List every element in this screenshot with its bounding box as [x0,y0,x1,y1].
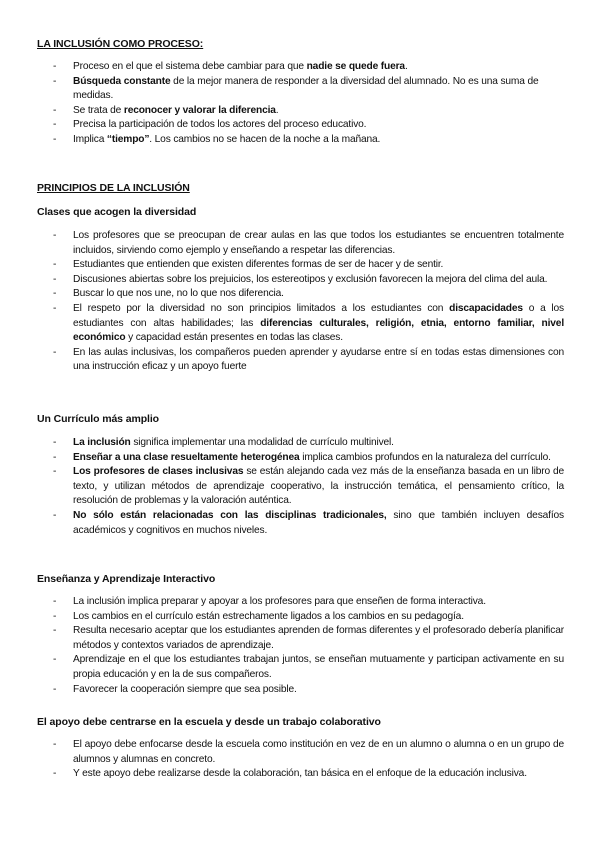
section-title-principios: PRINCIPIOS DE LA INCLUSIÓN [37,182,190,194]
list-item: - Los profesores de clases inclusivas se están alejando cada vez más de la enseñanza basada en un libro de texto, y utilizan métodos de aprendizaje cooperativo, la instrucción temática, el pensamiento crítico, la resolución de problemas y la valoración auténtica. [53,466,564,507]
list-item: - En las aulas inclusivas, los compañeros pueden aprender y ayudarse entre sí en todas estas dimensiones con una instrucción eficaz y un apoyo fuerte [53,346,564,373]
list-apoyo [0,738,600,782]
list-ensenanza [0,595,600,697]
list-proceso [0,60,600,148]
list-item: - Discusiones abiertas sobre los prejuicios, los estereotipos y exclusión favorecen la mejora del clima del aula. [53,273,548,285]
list-item: - La inclusión significa implementar una modalidad de currículo multinivel. [53,437,394,448]
list-item: - Proceso en el que el sistema debe cambiar para que nadie se quede fuera. [53,61,408,72]
list-item: - La inclusión implica preparar y apoyar a los profesores para que enseñen de forma interactiva. [53,596,486,607]
list-item: - No sólo están relacionadas con las disciplinas tradicionales, sino que también incluyen desafíos académicos y cognitivos en muchos niveles. [53,509,564,536]
list-item: - Aprendizaje en el que los estudiantes trabajan juntos, se enseñan mutuamente y participan activamente en su propia educación y en la de sus compañeros. [53,654,564,680]
subsection-title-curriculo: Un Currículo más amplio [37,413,159,425]
list-item: - Implica “tiempo”. Los cambios no se hacen de la noche a la mañana. [53,133,381,145]
list-item: - Precisa la participación de todos los actores del proceso educativo. [53,119,367,131]
list-curriculo [0,436,600,538]
list-item: - El apoyo debe enfocarse desde la escuela como institución en vez de en un alumno o alumna o en un grupo de alumnos y alumnas en concreto. [53,739,564,765]
list-item: - Y este apoyo debe realizarse desde la colaboración, tan básica en el enfoque de la educación inclusiva. [53,768,527,780]
list-item: - Buscar lo que nos une, no lo que nos diferencia. [53,288,284,300]
list-item: - Los cambios en el currículo están estrechamente ligados a los cambios en su pedagogía. [53,610,464,622]
section-title-proceso: LA INCLUSIÓN COMO PROCESO: [37,38,204,50]
list-item: - El respeto por la diversidad no son principios limitados a los estudiantes con discapacidades o a los estudiantes con altas habilidades; las diferencias culturales, religión, etnia, entorno familiar, nivel económico y capacidad están presentes en todas las clases. [53,302,564,344]
list-item: - Búsqueda constante de la mejor manera de responder a la diversidad del alumnado. No es una suma de medidas. [53,75,539,102]
list-item: - Resulta necesario aceptar que los estudiantes aprenden de formas diferentes y el profesorado debería planificar métodos y contextos variados de aprendizaje. [53,625,564,651]
list-item: - Enseñar a una clase resueltamente heterogénea implica cambios profundos en la naturaleza del currículo. [53,451,551,463]
subsection-title-diversidad: Clases que acogen la diversidad [37,206,197,218]
list-diversidad [0,229,600,375]
list-item: - Favorecer la cooperación siempre que sea posible. [53,683,297,695]
subsection-title-ensenanza: Enseñanza y Aprendizaje Interactivo [37,573,216,585]
list-item: - Se trata de reconocer y valorar la diferencia. [53,104,279,116]
list-item: - Estudiantes que entienden que existen diferentes formas de ser de hacer y de sentir. [53,259,444,271]
subsection-title-apoyo: El apoyo debe centrarse en la escuela y desde un trabajo colaborativo [37,716,381,728]
list-item: - Los profesores que se preocupan de crear aulas en las que todos los estudiantes se encuentren totalmente incluidos, sirviendo como ejemplo y enseñando a respetar las diferencias. [53,230,564,256]
